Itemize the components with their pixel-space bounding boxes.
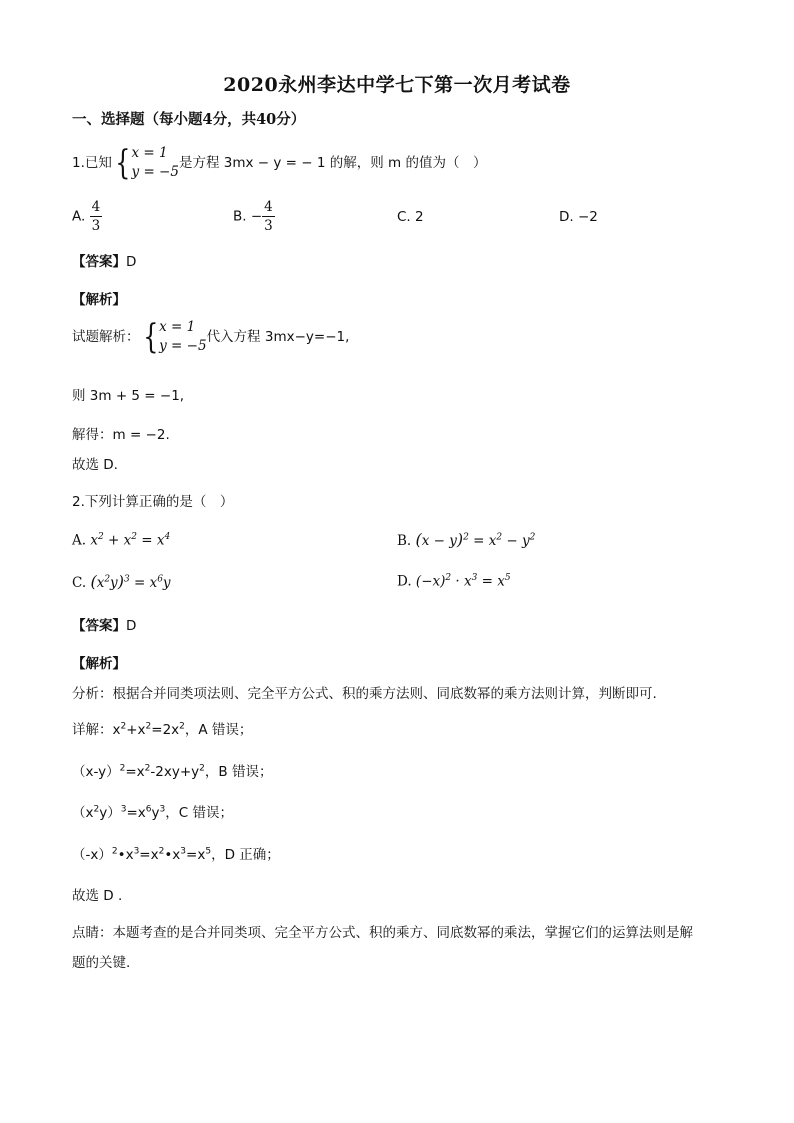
q1-prefix: 1.已知 bbox=[72, 155, 112, 171]
solution-prefix: 试题解析： bbox=[72, 329, 140, 345]
q2-option-a: A. $x^2 + x^2 = x^4$ bbox=[72, 532, 171, 549]
denominator: 3 bbox=[264, 218, 273, 234]
option-label: A. bbox=[72, 208, 86, 225]
detail-result: ，D 正确； bbox=[211, 847, 280, 863]
q2-answer bbox=[72, 614, 136, 634]
solution-system-row1: x = 1 bbox=[159, 319, 196, 335]
q1-system: { x = 1 y = −5 bbox=[115, 143, 179, 183]
q2-option-c: C. $(x^2y)^3 = x^6y$ bbox=[72, 572, 171, 591]
q2-detail-b: $(x-y)^2=x^2-2xy+y^2$，B 错误； bbox=[72, 763, 273, 780]
numerator: 4 bbox=[264, 199, 273, 215]
answer-value: D bbox=[126, 254, 137, 270]
q1-solution-line1 bbox=[72, 318, 349, 356]
q2-note-line2: 题的关键. bbox=[72, 955, 131, 971]
option-label: B. bbox=[397, 533, 412, 549]
q2-detail-a: 详解：$x^2+x^2=2x^2$，A 错误； bbox=[72, 721, 253, 738]
q1-answer bbox=[72, 250, 136, 270]
fraction bbox=[262, 198, 275, 235]
q1-solution-line4: 故选 D. bbox=[72, 457, 118, 473]
fraction bbox=[90, 198, 103, 235]
detail-result: ，C 错误； bbox=[165, 805, 233, 821]
q1-system-row1: x = 1 bbox=[131, 145, 168, 161]
q1-stem bbox=[72, 144, 486, 182]
q1-option-d: D. −2 bbox=[559, 209, 598, 225]
option-label: B. bbox=[233, 208, 247, 225]
q1-stem-text: 是方程 3mx − y = − 1 的解，则 m 的值为（ ） bbox=[178, 155, 487, 171]
q1-solution-line2: 则 3m + 5 = −1, bbox=[72, 388, 185, 404]
q1-system-row2: y = −5 bbox=[131, 164, 179, 180]
q1-option-c: C. 2 bbox=[397, 209, 424, 225]
minus-sign: − bbox=[250, 208, 263, 225]
solution-text: 代入方程 3mx−y=−1, bbox=[206, 329, 350, 345]
q2-analysis-tag: 【解析】 bbox=[72, 656, 126, 672]
option-label: A. bbox=[72, 532, 87, 549]
q1-option-b bbox=[233, 198, 275, 235]
detail-result: ，A 错误； bbox=[184, 722, 253, 738]
numerator: 4 bbox=[91, 199, 101, 215]
answer-tag: 【答案】 bbox=[72, 618, 126, 634]
option-label: D. bbox=[397, 573, 412, 590]
q1-analysis-tag: 【解析】 bbox=[72, 292, 126, 308]
answer-tag: 【答案】 bbox=[72, 254, 126, 270]
q1-solution-system: { x = 1 y = −5 bbox=[142, 317, 207, 357]
detail-result: ，B 错误； bbox=[204, 764, 273, 780]
q2-option-d: D. $(-x)^2 \cdot x^3 = x^5$ bbox=[397, 573, 511, 590]
section-heading: 一、选择题（每小题4分，共40分） bbox=[72, 111, 306, 128]
q1-solution-line3: 解得：m = −2. bbox=[72, 427, 170, 443]
q2-analysis-text: 分析：根据合并同类项法则、完全平方公式、积的乘方法则、同底数幂的乘方法则计算，判断即可. bbox=[72, 686, 657, 702]
q2-choose: 故选 D . bbox=[72, 888, 123, 904]
q1-option-a bbox=[72, 198, 102, 235]
option-label: C. bbox=[72, 575, 87, 591]
denominator: 3 bbox=[91, 218, 101, 234]
q2-detail-c: $(x^2y)^3=x^6y^3$，C 错误； bbox=[72, 804, 233, 821]
answer-value: D bbox=[126, 618, 137, 634]
page-title: 2020永州李达中学七下第一次月考试卷 bbox=[223, 74, 571, 96]
solution-system-row2: y = −5 bbox=[159, 338, 207, 354]
q2-detail-d: $(-x)^2•x^3=x^2•x^3=x^5$，D 正确； bbox=[72, 846, 280, 863]
detail-prefix: 详解： bbox=[72, 722, 113, 738]
q2-stem: 2.下列计算正确的是（ ） bbox=[72, 494, 234, 510]
q2-note-line1: 点睛：本题考查的是合并同类项、完全平方公式、积的乘方、同底数幂的乘法，掌握它们的运算法则是解 bbox=[72, 925, 693, 941]
q2-option-b: B. $(x - y)^2 = x^2 - y^2$ bbox=[397, 530, 536, 549]
